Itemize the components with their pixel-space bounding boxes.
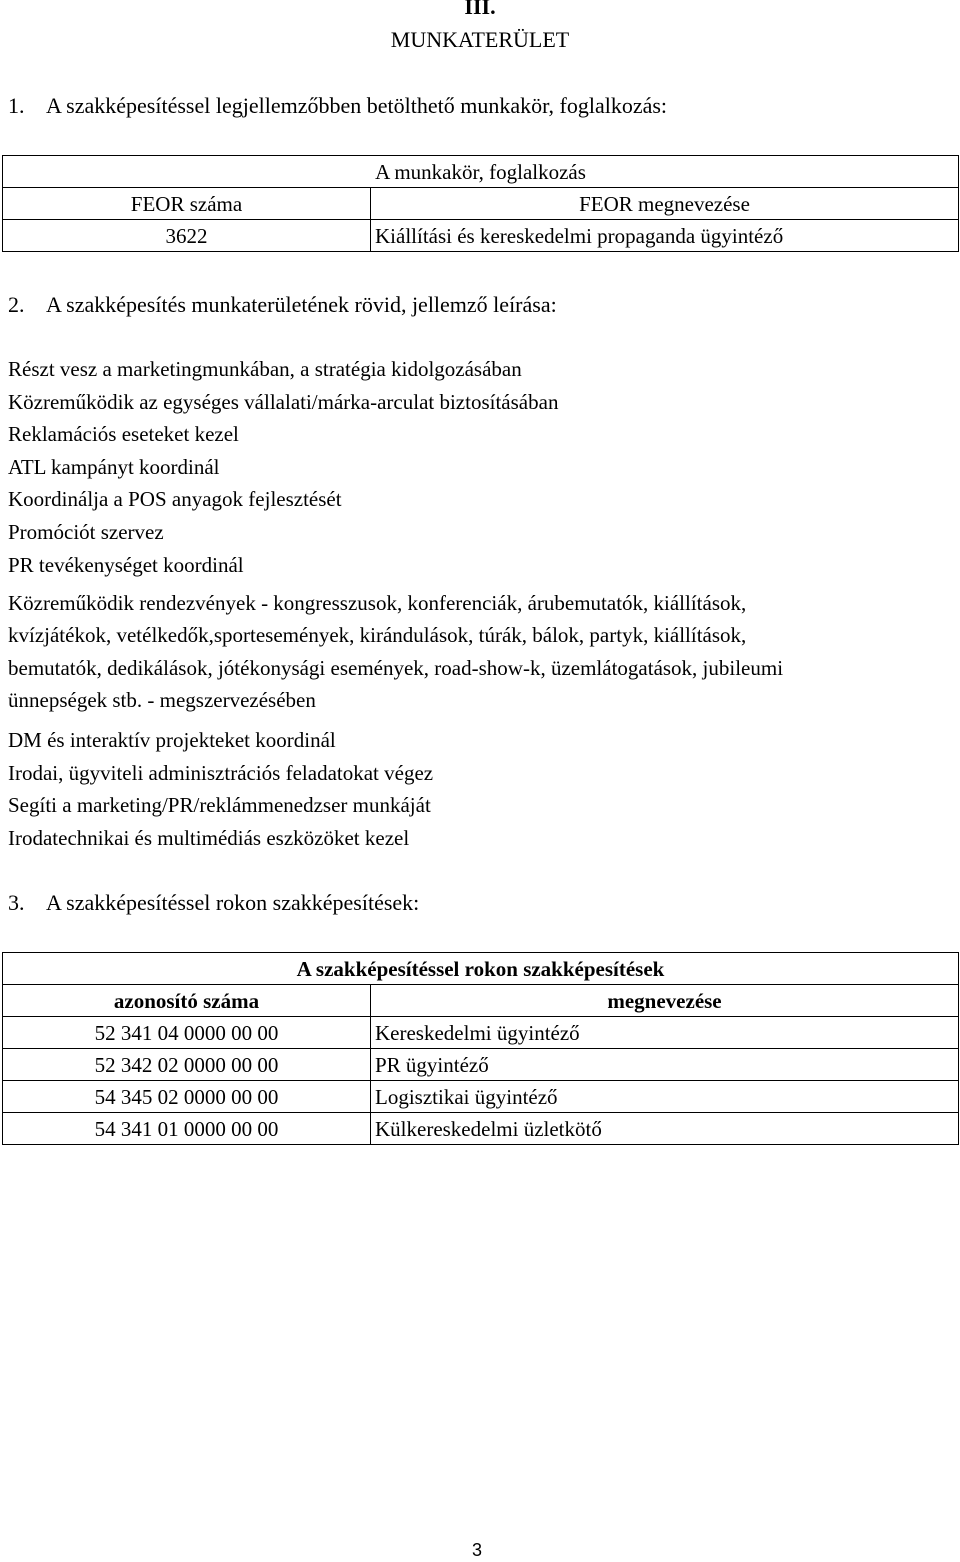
feor-name-cell: Kiállítási és kereskedelmi propaganda ügyintéző xyxy=(371,220,959,252)
table-row xyxy=(3,1081,959,1113)
feor-table xyxy=(2,155,959,252)
related-name-cell: PR ügyintéző xyxy=(371,1049,959,1081)
feor-col1-header: FEOR száma xyxy=(3,188,371,220)
section1-heading xyxy=(8,93,667,119)
section2-heading xyxy=(8,292,557,318)
feor-code-cell: 3622 xyxy=(3,220,371,252)
description-line: Segíti a marketing/PR/reklámmenedzser munkáját xyxy=(8,793,431,817)
related-code-cell: 52 341 04 0000 00 00 xyxy=(3,1017,371,1049)
table-row xyxy=(3,1049,959,1081)
table-row xyxy=(3,1113,959,1145)
description-line: Promóciót szervez xyxy=(8,520,164,544)
section3-title: A szakképesítéssel rokon szakképesítések: xyxy=(46,890,420,915)
related-code-cell: 54 341 01 0000 00 00 xyxy=(3,1113,371,1145)
description-line: Közreműködik az egységes vállalati/márka-arculat biztosításában xyxy=(8,390,559,414)
related-name-cell: Kereskedelmi ügyintéző xyxy=(371,1017,959,1049)
page-number: 3 xyxy=(472,1540,483,1560)
description-line: DM és interaktív projekteket koordinál xyxy=(8,728,336,752)
section2-number: 2. xyxy=(8,292,25,317)
section2-title: A szakképesítés munkaterületének rövid, jellemző leírása: xyxy=(46,292,557,317)
section3-number: 3. xyxy=(8,890,25,915)
related-code-cell: 52 342 02 0000 00 00 xyxy=(3,1049,371,1081)
description-line: ATL kampányt koordinál xyxy=(8,455,220,479)
description-line: Reklamációs eseteket kezel xyxy=(8,422,239,446)
feor-table-caption: A munkakör, foglalkozás xyxy=(3,156,959,188)
description-line: Koordinálja a POS anyagok fejlesztését xyxy=(8,487,342,511)
related-qualifications-table xyxy=(2,952,959,1145)
section3-heading xyxy=(8,890,419,916)
description-line: kvízjátékok, vetélkedők,sportesemények, kirándulások, túrák, bálok, partyk, kiállítások, xyxy=(8,623,747,647)
feor-col2-header: FEOR megnevezése xyxy=(371,188,959,220)
related-table-caption: A szakképesítéssel rokon szakképesítések xyxy=(3,953,959,985)
description-line: Közreműködik rendezvények - kongresszusok, konferenciák, árubemutatók, kiállítások, xyxy=(8,591,747,615)
part-number: III. xyxy=(464,0,496,19)
related-code-cell: 54 345 02 0000 00 00 xyxy=(3,1081,371,1113)
description-line: Részt vesz a marketingmunkában, a stratégia kidolgozásában xyxy=(8,357,522,381)
page-title: MUNKATERÜLET xyxy=(390,27,570,52)
table-row xyxy=(3,220,959,252)
table-row xyxy=(3,1017,959,1049)
related-col1-header: azonosító száma xyxy=(3,985,371,1017)
section1-title: A szakképesítéssel legjellemzőbben betölthető munkakör, foglalkozás: xyxy=(46,93,668,118)
related-col2-header: megnevezése xyxy=(371,985,959,1017)
related-name-cell: Logisztikai ügyintéző xyxy=(371,1081,959,1113)
description-line: Irodatechnikai és multimédiás eszközöket kezel xyxy=(8,826,410,850)
description-line: Irodai, ügyviteli adminisztrációs feladatokat végez xyxy=(8,761,434,785)
section1-number: 1. xyxy=(8,93,25,118)
related-name-cell: Külkereskedelmi üzletkötő xyxy=(371,1113,959,1145)
description-line: ünnepségek stb. - megszervezésében xyxy=(8,688,316,712)
description-line: PR tevékenységet koordinál xyxy=(8,553,244,577)
description-line: bemutatók, dedikálások, jótékonysági események, road-show-k, üzemlátogatások, jubileumi xyxy=(8,656,784,680)
